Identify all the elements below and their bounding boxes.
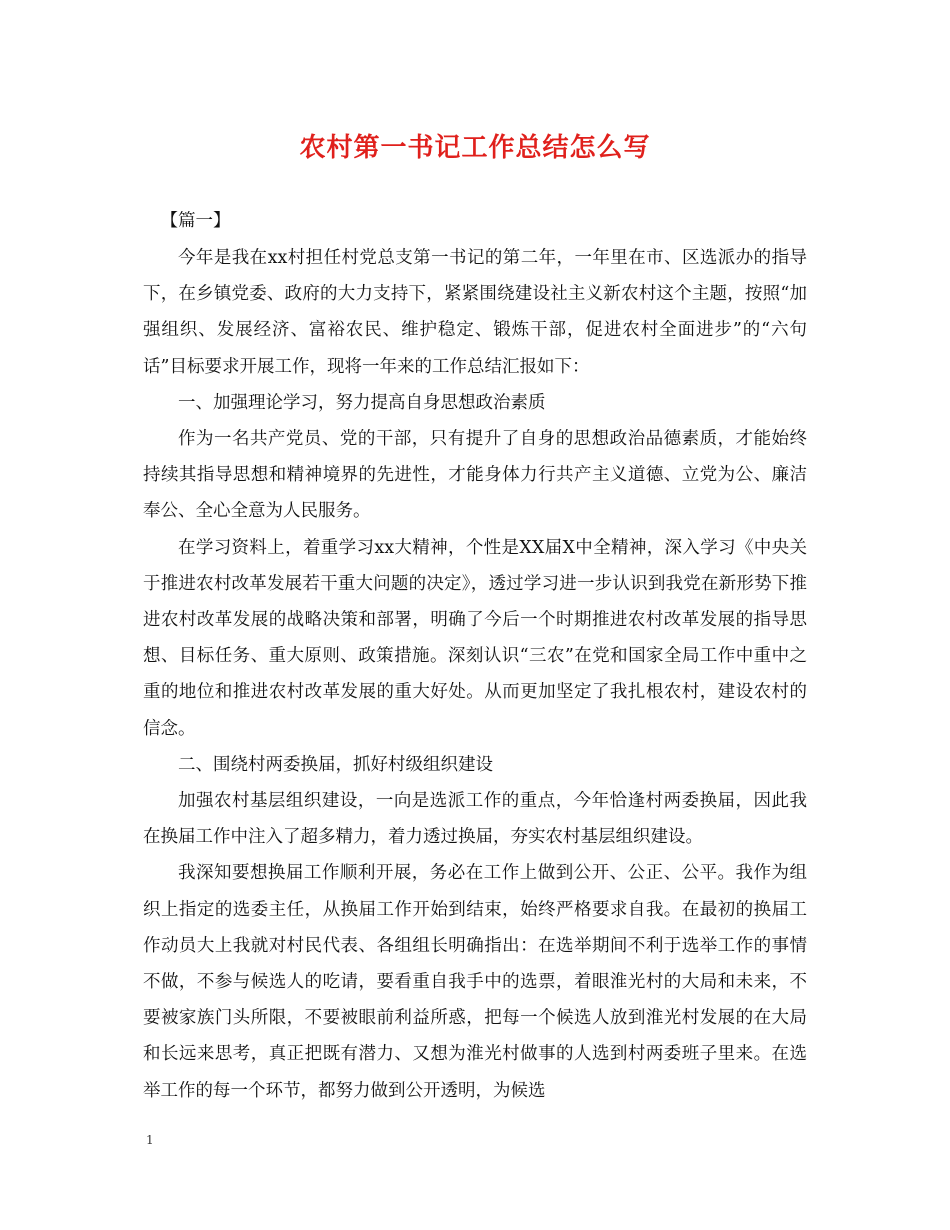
document-body (143, 202, 807, 1109)
paragraph-organization: 加强农村基层组织建设，一向是选派工作的重点，今年恰逢村两委换届，因此我在换届工作中注入了超多精力，着力透过换届，夯实农村基层组织建设。 (143, 791, 807, 848)
heading-section-1: 一、加强理论学习，努力提高自身思想政治素质 (178, 392, 546, 413)
page-number: 1 (146, 1133, 154, 1147)
paragraph-intro: 今年是我在xx村担任村党总支第一书记的第二年，一年里在市、区选派办的指导下，在乡镇党委、政府的大力支持下，紧紧围绕建设社主义新农村这个主题，按照“加强组织、发展经济、富裕农民、维护稳定、锻炼干部，促进农村全面进步”的“六句话”目标要求开展工作，现将一年来的工作总结汇报如下： (143, 248, 807, 377)
document-title: 农村第一书记工作总结怎么写 (299, 133, 651, 163)
paragraph-election: 我深知要想换届工作顺利开展，务必在工作上做到公开、公正、公平。我作为组织上指定的选委主任，从换届工作开始到结束，始终严格要求自我。在最初的换届工作动员大上我就对村民代表、各组组长明确指出：在选举期间不利于选举工作的事情不做，不参与候选人的吃请，要看重自我手中的选票，着眼淮光村的大局和未来，不要被家族门头所限，不要被眼前利益所惑，把每一个候选人放到淮光村发展的在大局和长远来思考，真正把既有潜力、又想为淮光村做事的人选到村两委班子里来。在选举工作的每一个环节，都努力做到公开透明，为候选 (143, 863, 807, 1101)
section-label: 【篇一】 (160, 211, 231, 231)
paragraph-party-member: 作为一名共产党员、党的干部，只有提升了自身的思想政治品德素质，才能始终持续其指导思想和精神境界的先进性，才能身体力行共产主义道德、立党为公、廉洁奉公、全心全意为人民服务。 (143, 429, 807, 522)
paragraph-study-materials: 在学习资料上，着重学习xx大精神，个性是XX届X中全精神，深入学习《中央关于推进农村改革发展若干重大问题的决定》，透过学习进一步认识到我党在新形势下推进农村改革发展的战略决策和部署，明确了今后一个时期推进农村改革发展的指导思想、目标任务、重大原则、政策措施。深刻认识“三农”在党和国家全局工作中重中之重的地位和推进农村改革发展的重大好处。从而更加坚定了我扎根农村，建设农村的信念。 (143, 537, 807, 739)
heading-section-2: 二、围绕村两委换届，抓好村级组织建设 (178, 754, 493, 775)
